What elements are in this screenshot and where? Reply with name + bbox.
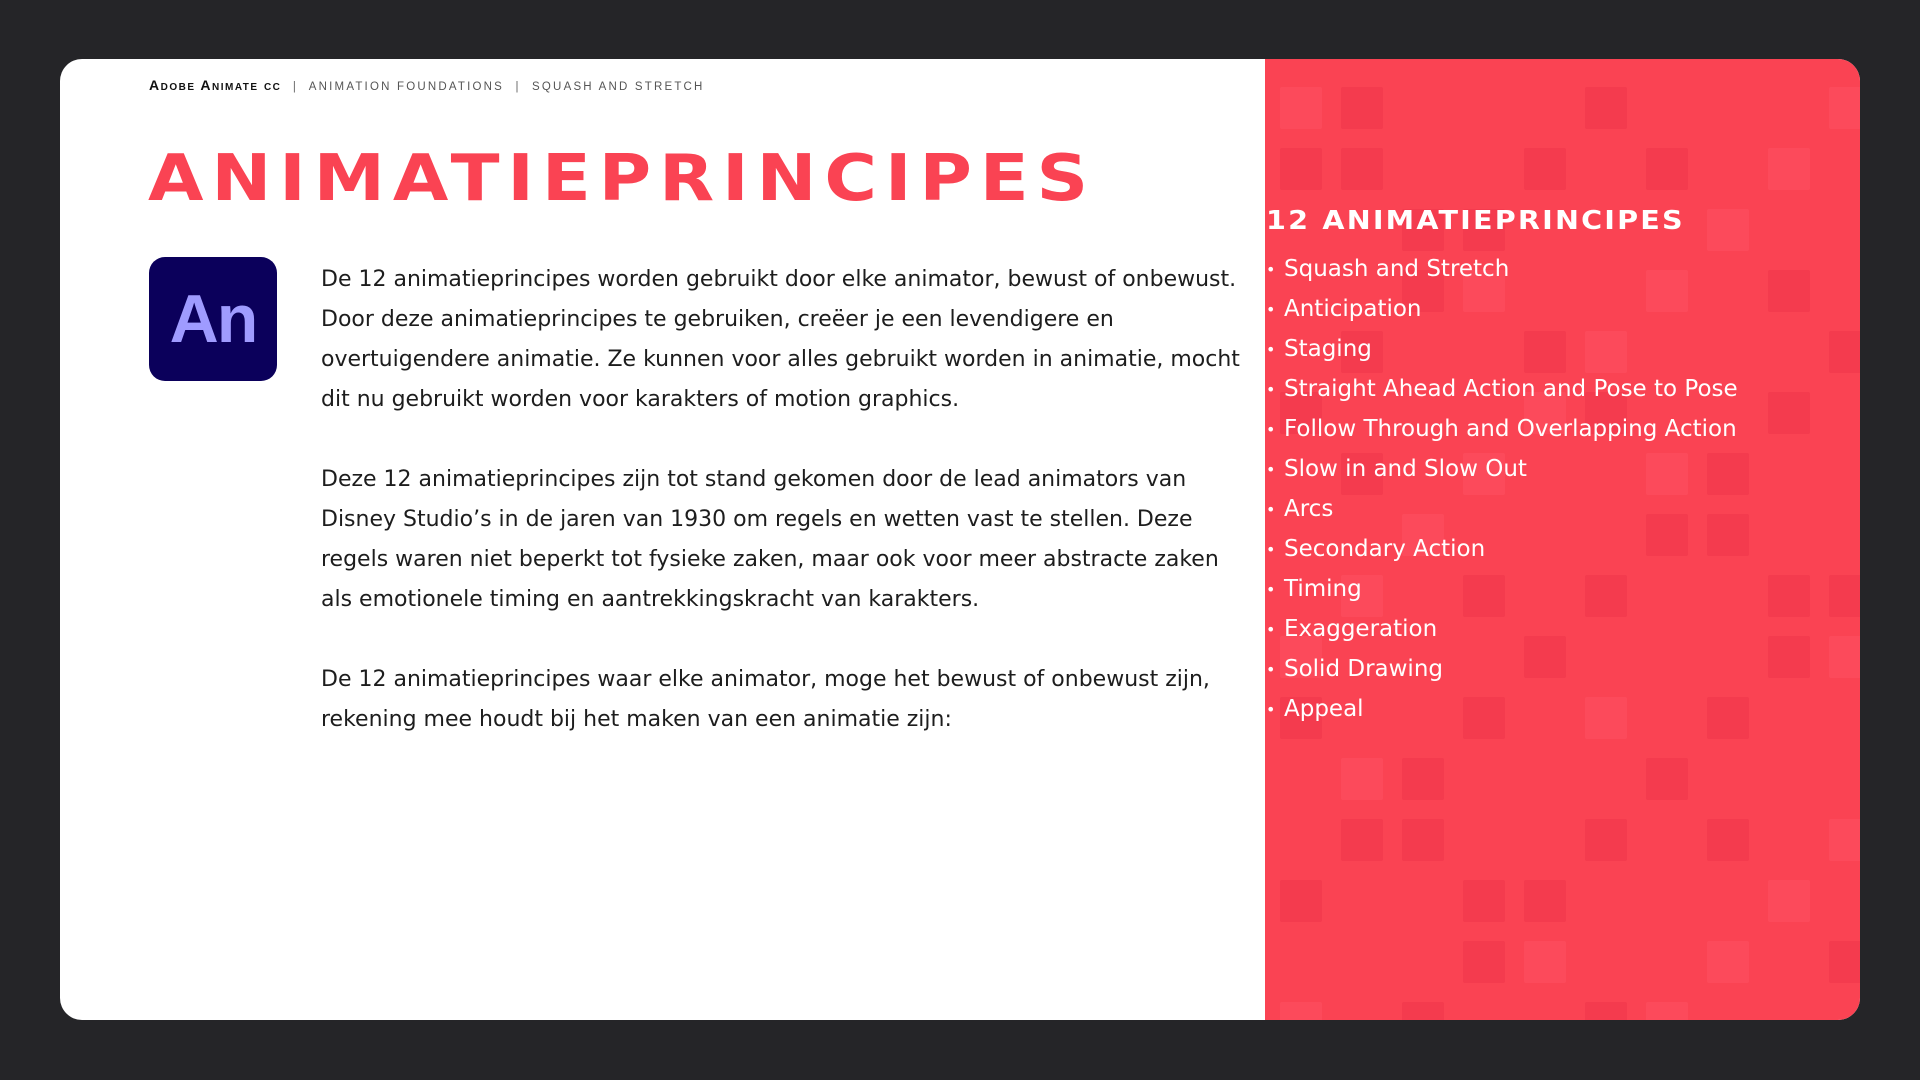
adobe-animate-icon (149, 257, 277, 381)
breadcrumb-item-foundations: ANIMATION FOUNDATIONS (308, 81, 505, 93)
pattern-tile (1341, 148, 1383, 190)
pattern-tile (1829, 575, 1860, 617)
content-area (60, 59, 1265, 1020)
list-item-label: Anticipation (1284, 296, 1422, 322)
pattern-tile (1829, 636, 1860, 678)
pattern-tile (1402, 819, 1444, 861)
brand-label: Adobe Animate cc (149, 77, 282, 93)
bullet-icon: • (1266, 659, 1276, 679)
pattern-tile (1585, 87, 1627, 129)
bullet-icon: • (1266, 699, 1276, 719)
list-item-label: Slow in and Slow Out (1284, 456, 1527, 482)
list-item (1266, 649, 1738, 689)
pattern-tile (1829, 87, 1860, 129)
list-item (1266, 609, 1738, 649)
bullet-icon: • (1266, 539, 1276, 559)
pattern-tile (1829, 819, 1860, 861)
pattern-tile (1341, 87, 1383, 129)
bullet-icon: • (1266, 339, 1276, 359)
paragraph-history: Deze 12 animatieprincipes zijn tot stand gekomen door de lead animators van Disney Studio’s in de jaren van 1930 om regels en wetten vast te stellen. Deze regels waren niet beperkt tot fysieke zaken, maar ook voor meer abstracte zaken als emotionele timing en aantrekkingskracht van karakters. (321, 467, 1219, 612)
pattern-tile (1341, 819, 1383, 861)
list-item (1266, 489, 1738, 529)
pattern-tile (1280, 148, 1322, 190)
breadcrumb (149, 77, 705, 93)
bullet-icon: • (1266, 379, 1276, 399)
list-item (1266, 689, 1738, 729)
bullet-icon: • (1266, 259, 1276, 279)
list-item (1266, 369, 1738, 409)
list-item-label: Squash and Stretch (1284, 256, 1510, 282)
bullet-icon: • (1266, 299, 1276, 319)
list-item (1266, 249, 1738, 289)
list-item-label: Solid Drawing (1284, 656, 1444, 682)
pattern-tile (1707, 209, 1749, 251)
pattern-tile (1341, 758, 1383, 800)
pattern-tile (1646, 1002, 1688, 1020)
pattern-tile (1280, 880, 1322, 922)
pattern-tile (1646, 758, 1688, 800)
bullet-icon: • (1266, 499, 1276, 519)
list-item-label: Arcs (1284, 496, 1334, 522)
list-item-label: Straight Ahead Action and Pose to Pose (1284, 376, 1738, 402)
list-item-label: Follow Through and Overlapping Action (1284, 416, 1737, 442)
pattern-tile (1768, 880, 1810, 922)
pattern-tile (1768, 270, 1810, 312)
list-item-label: Timing (1284, 576, 1362, 602)
pattern-tile (1463, 880, 1505, 922)
list-item (1266, 569, 1738, 609)
breadcrumb-item-squash-stretch: SQUASH AND STRETCH (532, 81, 705, 93)
pattern-tile (1707, 819, 1749, 861)
list-item (1266, 329, 1738, 369)
pattern-tile (1707, 941, 1749, 983)
breadcrumb-separator: | (515, 81, 521, 93)
list-item-label: Secondary Action (1284, 536, 1486, 562)
pattern-tile (1585, 819, 1627, 861)
breadcrumb-separator: | (292, 81, 298, 93)
list-item (1266, 529, 1738, 569)
list-item-label: Appeal (1284, 696, 1364, 722)
pattern-tile (1524, 148, 1566, 190)
panel-title: 12 ANIMATIEPRINCIPES (1266, 206, 1685, 236)
paragraph-list-intro: De 12 animatieprincipes waar elke animator, moge het bewust of onbewust zijn, rekening mee houdt bij het maken van een animatie zijn: (321, 667, 1210, 732)
bullet-icon: • (1266, 419, 1276, 439)
pattern-tile (1463, 941, 1505, 983)
pattern-tile (1524, 880, 1566, 922)
pattern-tile (1829, 331, 1860, 373)
pattern-tile (1280, 1002, 1322, 1020)
app-icon-label: An (169, 281, 257, 357)
body-text (321, 260, 1241, 780)
pattern-tile (1829, 941, 1860, 983)
bullet-icon: • (1266, 619, 1276, 639)
list-item (1266, 449, 1738, 489)
list-item (1266, 409, 1738, 449)
bullet-icon: • (1266, 579, 1276, 599)
pattern-tile (1585, 1002, 1627, 1020)
pattern-tile (1402, 758, 1444, 800)
pattern-tile (1402, 1002, 1444, 1020)
bullet-icon: • (1266, 459, 1276, 479)
principles-list (1266, 249, 1738, 729)
pattern-tile (1646, 148, 1688, 190)
pattern-tile (1768, 148, 1810, 190)
pattern-tile (1524, 941, 1566, 983)
pattern-tile (1768, 392, 1810, 434)
pattern-tile (1768, 575, 1810, 617)
list-item-label: Exaggeration (1284, 616, 1438, 642)
list-item-label: Staging (1284, 336, 1372, 362)
list-item (1266, 289, 1738, 329)
pattern-tile (1768, 636, 1810, 678)
page-title: ANIMATIEPRINCIPES (148, 142, 1096, 216)
paragraph-intro: De 12 animatieprincipes worden gebruikt door elke animator, bewust of onbewust. Door deze animatieprincipes te gebruiken, creëer je een levendigere en overtuigendere animatie. Ze kunnen voor alles gebruikt worden in animatie, mocht dit nu gebruikt worden voor karakters of motion graphics. (321, 267, 1240, 412)
pattern-tile (1280, 87, 1322, 129)
